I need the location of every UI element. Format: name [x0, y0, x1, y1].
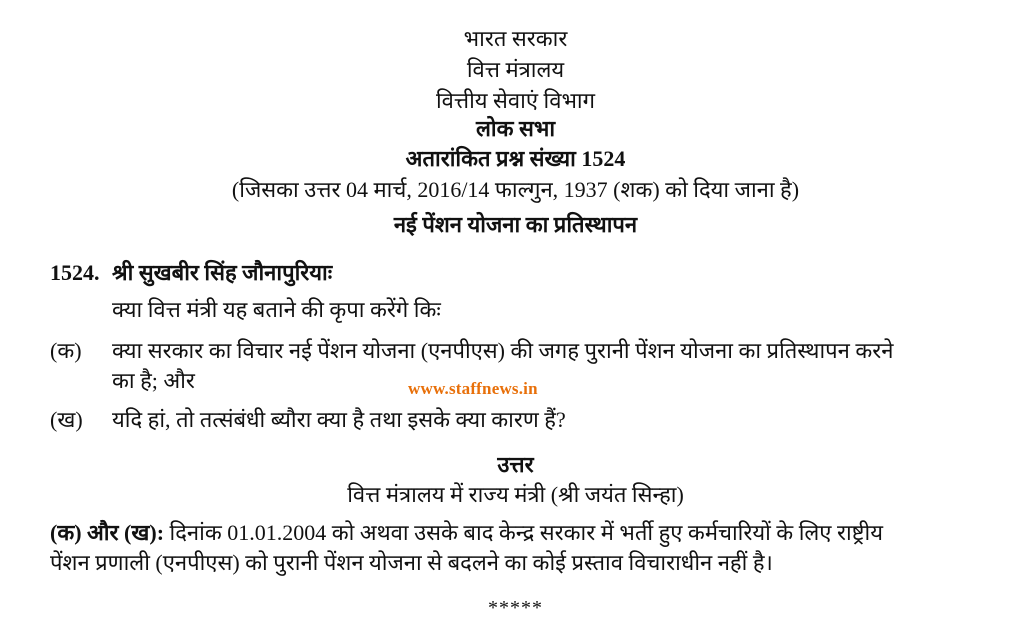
end-marker: ***** — [488, 597, 543, 619]
answer-date-line: (जिसका उत्तर 04 मार्च, 2016/14 फाल्गुन, 1937 (शक) को दिया जाना है) — [231, 177, 800, 202]
question-number: 1524. — [50, 260, 100, 285]
question-intro: क्या वित्त मंत्री यह बताने की कृपा करेंगे किः — [112, 297, 441, 322]
header-ministry: वित्त मंत्रालय — [466, 57, 565, 82]
part-ka-text-line1: क्या सरकार का विचार नई पेंशन योजना (एनपीएस) की जगह पुरानी पेंशन योजना का प्रतिस्थापन करने — [112, 338, 894, 363]
member-name: श्री सुखबीर सिंह जौनापुरियाः — [112, 260, 333, 285]
part-kha-label: (ख) — [50, 407, 83, 432]
answer-text-line1: दिनांक 01.01.2004 को अथवा उसके बाद केन्द्र सरकार में भर्ती हुए कर्मचारियों के लिए राष्ट्रीय — [169, 520, 883, 545]
question-type-number: अतारांकित प्रश्न संख्या 1524 — [405, 146, 626, 171]
part-ka-text-line2: का है; और — [112, 368, 195, 393]
part-ka-label: (क) — [50, 338, 82, 363]
header-department: वित्तीय सेवाएं विभाग — [435, 88, 596, 113]
part-kha-text: यदि हां, तो तत्संबंधी ब्यौरा क्या है तथा इसके क्या कारण हैं? — [112, 407, 566, 432]
answer-by-minister: वित्त मंत्रालय में राज्य मंत्री (श्री जयंत सिन्हा) — [347, 482, 684, 507]
answer-label: (क) और (ख): — [50, 520, 165, 545]
header-house: लोक सभा — [475, 116, 556, 141]
question-subject: नई पेंशन योजना का प्रतिस्थापन — [393, 212, 638, 237]
answer-text-line2: पेंशन प्रणाली (एनपीएस) को पुरानी पेंशन योजना से बदलने का कोई प्रस्ताव विचाराधीन नहीं है। — [50, 550, 773, 575]
header-government: भारत सरकार — [463, 26, 568, 51]
answer-heading: उत्तर — [497, 452, 534, 477]
answer-paragraph-line1 — [50, 518, 883, 547]
watermark-url: www.staffnews.in — [408, 379, 538, 398]
